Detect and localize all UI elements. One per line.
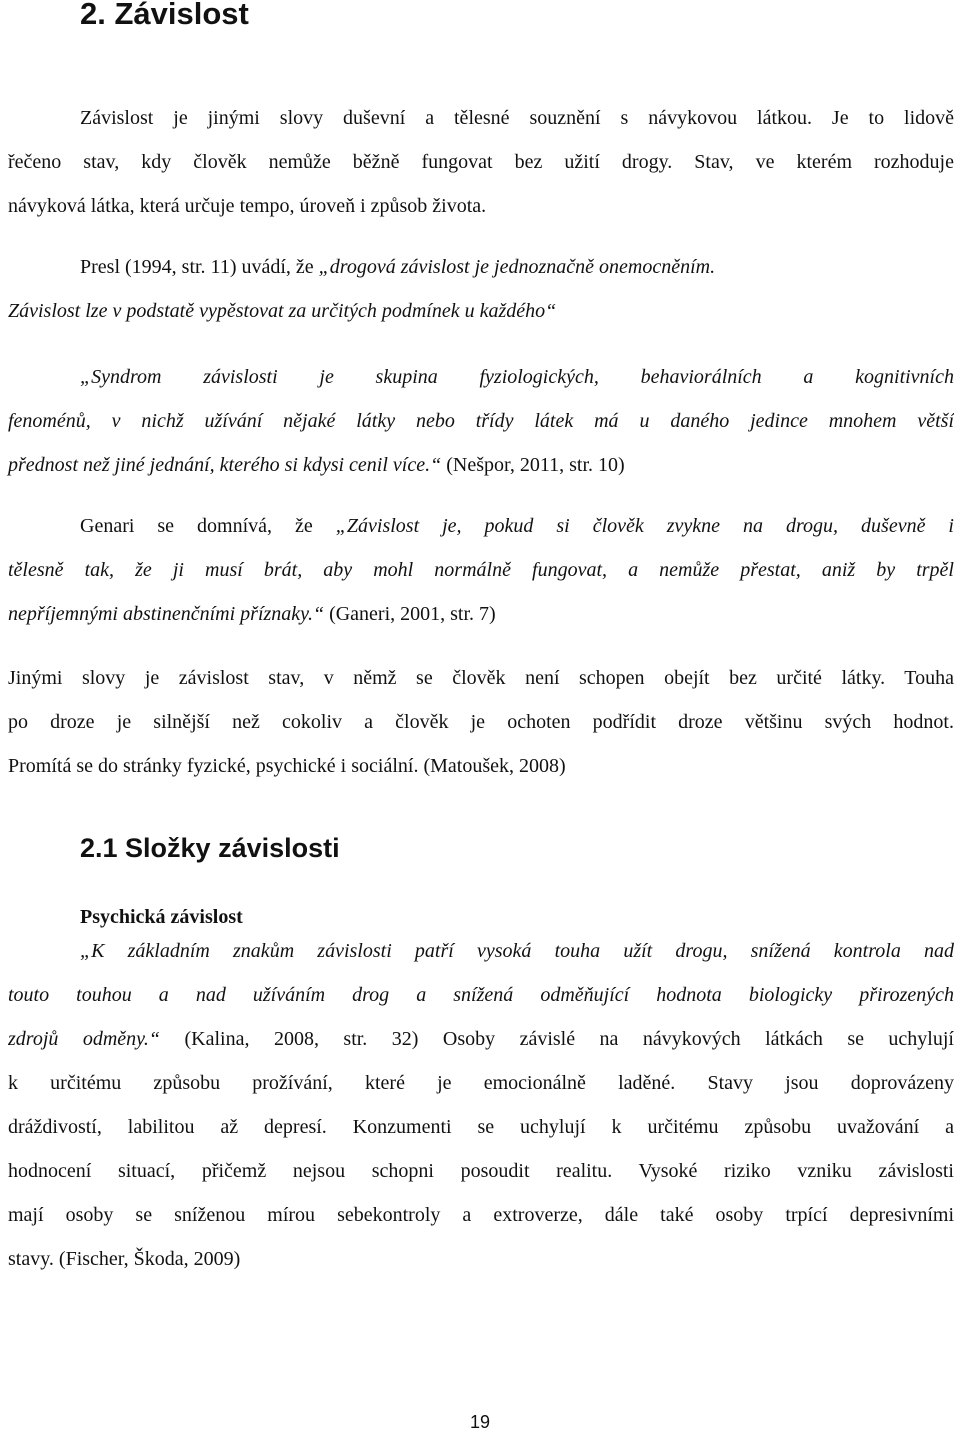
page-number: 19	[469, 1412, 491, 1432]
paragraph-line	[8, 592, 954, 636]
quote-text: „drogová závislost je jednoznačně onemocněním.	[318, 256, 716, 278]
paragraph-line: hodnocení situací, přičemž nejsou schopni posoudit realitu. Vysoké riziko vzniku závislosti	[8, 1160, 954, 1182]
quote-text: tělesně tak, že ji musí brát, aby mohl normálně fungovat, a nemůže přestat, aniž by trpěl	[8, 559, 954, 581]
citation-text: (Nešpor, 2011, str. 10)	[441, 454, 625, 476]
paragraph-line: Jinými slovy je závislost stav, v němž se člověk není schopen obejít bez určité látky. Touha	[8, 667, 954, 689]
paragraph-line: k určitému způsobu prožívání, které je emocionálně laděné. Stavy jsou doprovázeny	[8, 1072, 954, 1094]
paragraph-line: stavy. (Fischer, Škoda, 2009)	[8, 1248, 241, 1270]
paragraph-line	[8, 245, 954, 289]
quote-text: „Syndrom závislosti je skupina fyziologických, behaviorálních a kognitivních	[80, 366, 954, 388]
paragraph-line: mají osoby se sníženou mírou sebekontroly a extroverze, dále také osoby trpící depresivními	[8, 1204, 954, 1226]
citation-text: (Kalina, 2008, str. 32) Osoby závislé na návykových látkách se uchylují	[160, 1028, 954, 1050]
subsection-heading: Psychická závislost	[80, 906, 243, 928]
citation-text: Presl (1994, str. 11) uvádí, že	[80, 256, 319, 278]
quote-text: zdrojů odměny.“	[8, 1028, 161, 1050]
paragraph-ganeri-quote	[8, 504, 954, 636]
quote-text: „K základním znakům závislosti patří vysoká touha užít drogu, snížená kontrola nad	[80, 940, 954, 962]
section-heading: 2.1 Složky závislosti	[80, 833, 340, 863]
chapter-heading: 2. Závislost	[80, 0, 249, 31]
paragraph-line: Promítá se do stránky fyzické, psychické i sociální. (Matoušek, 2008)	[8, 755, 566, 777]
quote-text: fenoménů, v nichž užívání nějaké látky nebo třídy látek má u daného jedince mnohem větší	[8, 410, 954, 432]
paragraph-line	[8, 1017, 954, 1061]
quote-text: nepříjemnými abstinenčními příznaky.“	[8, 603, 325, 625]
quote-text: „Závislost je, pokud si člověk zvykne na drogu, duševně i	[335, 515, 954, 537]
citation-text: Genari se domnívá, že	[80, 515, 336, 537]
paragraph-line: řečeno stav, kdy člověk nemůže běžně fungovat bez užití drogy. Stav, ve kterém rozhoduje	[8, 151, 954, 173]
paragraph-line: po droze je silnější než cokoliv a člověk je ochoten podřídit droze většinu svých hodnot.	[8, 711, 954, 733]
paragraph-nespor-quote	[8, 355, 954, 487]
quote-text: Závislost lze v podstatě vypěstovat za určitých podmínek u každého“	[8, 300, 557, 322]
paragraph-line: Závislost je jinými slovy duševní a tělesné souznění s návykovou látkou. Je to lidově	[80, 107, 954, 129]
paragraph-definition	[8, 96, 954, 228]
paragraph-line: dráždivostí, labilitou až depresí. Konzumenti se uchylují k určitému způsobu uvažování a	[8, 1116, 954, 1138]
paragraph-psychic-dependence	[8, 929, 954, 1281]
paragraph-presl-quote	[8, 245, 954, 333]
quote-text: přednost než jiné jednání, kterého si kdysi cenil více.“	[8, 454, 442, 476]
quote-text: touto touhou a nad užíváním drog a snížená odměňující hodnota biologicky přirozených	[8, 984, 954, 1006]
paragraph-line: návyková látka, která určuje tempo, úroveň i způsob života.	[8, 195, 487, 217]
paragraph-line	[8, 443, 954, 487]
paragraph-matousek	[8, 656, 954, 788]
paragraph-line	[8, 504, 954, 548]
citation-text: (Ganeri, 2001, str. 7)	[324, 603, 496, 625]
